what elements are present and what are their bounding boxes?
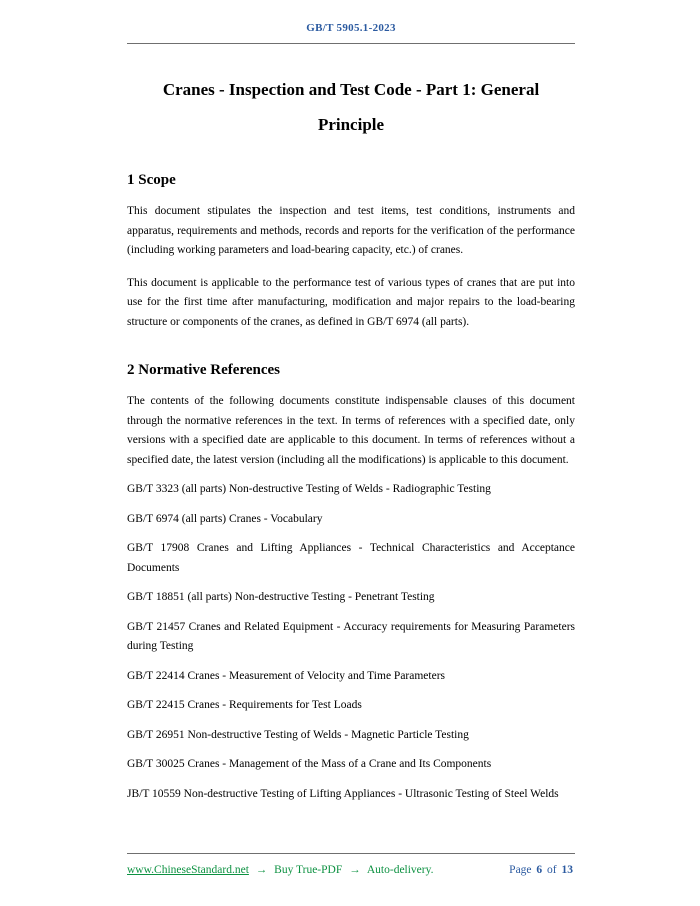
page-footer (127, 853, 575, 876)
footer-action-delivery: Auto-delivery. (366, 864, 434, 876)
document-title-line1: Cranes - Inspection and Test Code - Part 1: General (162, 80, 540, 99)
header-rule (127, 43, 575, 44)
reference-item: GB/T 21457 Cranes and Related Equipment - Accuracy requirements for Measuring Parameters during Testing (127, 620, 575, 652)
document-title-line2: Principle (317, 115, 385, 134)
paragraph: The contents of the following documents constitute indispensable clauses of this document through the normative references in the text. In terms of references with a specified date, only versions with a specified date are applicable to this document. In terms of references without a specified date, the latest version (including all the modifications) is applicable to this document. (127, 395, 575, 466)
reference-item: GB/T 22415 Cranes - Requirements for Test Loads (127, 699, 362, 711)
paragraph: This document is applicable to the performance test of various types of cranes that are put into use for the first time after manufacturing, modification and major repairs to the load-bearing structure or components of the cranes, as defined in GB/T 6974 (all parts). (127, 276, 575, 328)
reference-item: JB/T 10559 Non-destructive Testing of Lifting Appliances - Ultrasonic Testing of Steel Welds (127, 787, 559, 800)
reference-item: GB/T 3323 (all parts) Non-destructive Testing of Welds - Radiographic Testing (127, 483, 491, 495)
doc-number: GB/T 5905.1-2023 (306, 22, 396, 34)
reference-item: GB/T 6974 (all parts) Cranes - Vocabulary (127, 512, 323, 525)
page-current: 6 (536, 864, 543, 876)
reference-item: GB/T 26951 Non-destructive Testing of Welds - Magnetic Particle Testing (127, 728, 469, 741)
paragraph: This document stipulates the inspection and test items, test conditions, instruments and apparatus, requirements and methods, records and reports for the verification of the performance (including working parameters and load-bearing capacity, etc.) of cranes. (127, 205, 575, 256)
reference-item: GB/T 18851 (all parts) Non-destructive Testing - Penetrant Testing (127, 591, 435, 603)
page-of-label: of (547, 864, 557, 876)
section-normative-references (127, 362, 575, 804)
footer-website-link[interactable]: www.ChineseStandard.net (127, 864, 249, 876)
arrow-icon: → (255, 864, 268, 876)
section-heading-scope: 1 Scope (127, 172, 176, 188)
document-title (127, 72, 575, 142)
footer-action-buy: Buy True-PDF (274, 864, 343, 876)
footer-rule (127, 853, 575, 854)
section-heading-normative-references: 2 Normative References (127, 362, 280, 378)
arrow-icon: → (349, 864, 361, 876)
footer-promo (127, 864, 434, 876)
section-scope (127, 172, 575, 332)
reference-item: GB/T 30025 Cranes - Management of the Mass of a Crane and Its Components (127, 758, 492, 770)
page-label: Page (509, 864, 532, 876)
page-indicator (509, 864, 575, 876)
reference-item: GB/T 22414 Cranes - Measurement of Velocity and Time Parameters (127, 669, 446, 682)
reference-item: GB/T 17908 Cranes and Lifting Appliances - Technical Characteristics and Acceptance Documents (127, 542, 575, 574)
footer-row (127, 864, 575, 876)
page-total: 13 (561, 864, 573, 876)
